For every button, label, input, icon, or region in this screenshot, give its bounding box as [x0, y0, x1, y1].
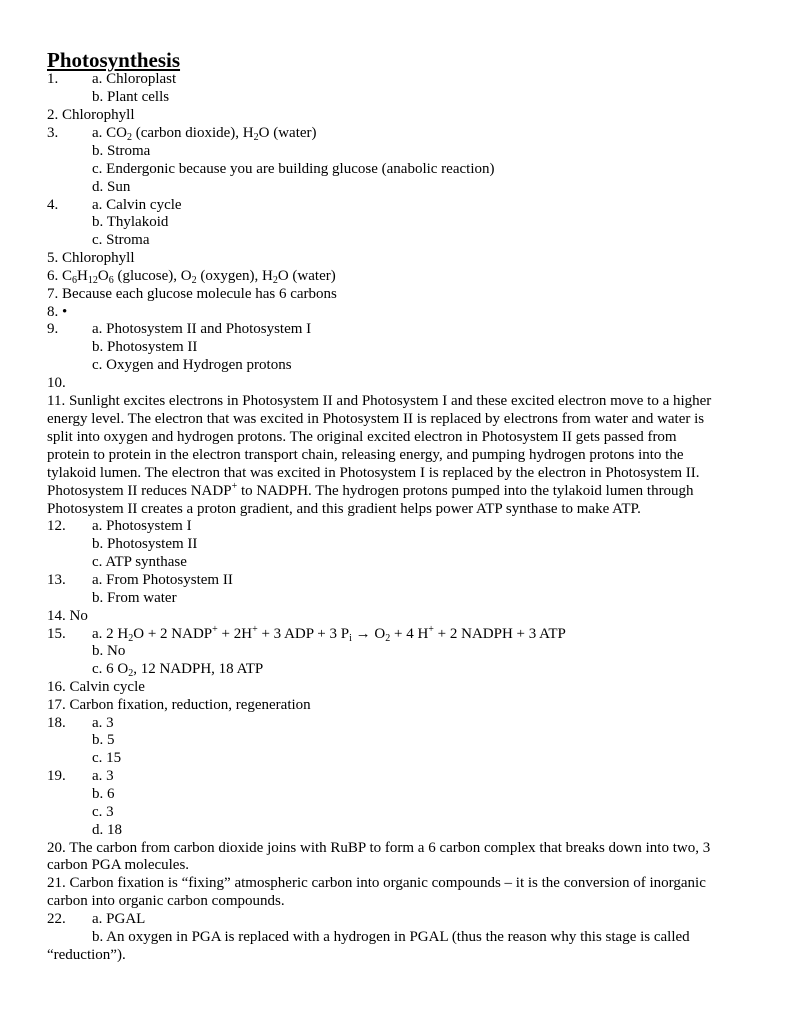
page-title: Photosynthesis: [47, 48, 181, 72]
equation-line: a. 2 $H_2O + 2$ NADP+ + 2H+ + 3 ADP + 3 $P_i \to O_2 + 4$ H+ + 2 NADPH + 3 ATP: [92, 624, 566, 644]
item-number: 13.: [47, 572, 66, 588]
paragraph-line: carbon PGA molecules.: [47, 857, 190, 873]
answer-line: c. Stroma: [92, 232, 150, 248]
item-number: 3.: [47, 125, 59, 141]
item-number: 4.: [47, 197, 59, 213]
item-number: 1.: [47, 71, 59, 87]
answer-line: b. Thylakoid: [92, 214, 169, 230]
answer-line: 6. $C_6H_{12}O_6$ (glucose), $O_2$ (oxygen), $H_2O$ (water): [47, 268, 336, 286]
answer-line: 5. Chlorophyll: [47, 250, 135, 266]
paragraph-line: protein to protein in the electron transport chain, releasing energy, and pumping hydrogen protons into the: [47, 447, 684, 463]
answer-line: b. 6: [92, 786, 115, 802]
paragraph-line: 21. Carbon fixation is “fixing” atmospheric carbon into organic compounds – it is the conversion of inorganic: [47, 875, 706, 891]
paragraph-line: Photosystem II creates a proton gradient, and this gradient helps power ATP synthase to make ATP.: [47, 501, 641, 517]
arrow-icon: →: [351, 626, 375, 642]
answer-line: 16. Calvin cycle: [47, 679, 145, 695]
answer-line: b. No: [92, 643, 126, 659]
answer-line: 14. No: [47, 608, 88, 624]
paragraph-line: tylakoid lumen. The electron that was excited in Photosystem I is replaced by the electron in Photosystem II.: [47, 465, 700, 481]
answer-line: c. 15: [92, 750, 122, 766]
answer-line: 2. Chlorophyll: [47, 107, 135, 123]
answer-line: 10.: [47, 375, 66, 391]
answer-line: a. Calvin cycle: [92, 197, 182, 213]
paragraph-line: Photosystem II reduces NADP+ to NADPH. The hydrogen protons pumped into the tylakoid lumen through: [47, 481, 694, 499]
answer-line: b. An oxygen in PGA is replaced with a hydrogen in PGAL (thus the reason why this stage is called: [92, 929, 690, 945]
paragraph-line: split into oxygen and hydrogen protons. The original excited electron in Photosystem II gets passed from: [47, 429, 677, 445]
answer-line: c. 6 $O_2$, 12 NADPH, 18 ATP: [92, 661, 264, 679]
answer-line: b. 5: [92, 732, 115, 748]
answer-line: 17. Carbon fixation, reduction, regeneration: [47, 697, 311, 713]
answer-line: b. Photosystem II: [92, 339, 198, 355]
item-number: 9.: [47, 321, 59, 337]
paragraph-line: 20. The carbon from carbon dioxide joins with RuBP to form a 6 carbon complex that breaks down into two, 3: [47, 840, 711, 856]
answer-line: a. Chloroplast: [92, 71, 177, 87]
paragraph-line: “reduction”).: [47, 947, 126, 963]
answer-line: a. PGAL: [92, 911, 146, 927]
answer-line: b. From water: [92, 590, 177, 606]
item-number: 19.: [47, 768, 66, 784]
answer-line: a. Photosystem II and Photosystem I: [92, 321, 312, 337]
answer-line: 7. Because each glucose molecule has 6 carbons: [47, 286, 337, 302]
paragraph-line: 11. Sunlight excites electrons in Photosystem II and Photosystem I and these excited electron move to a higher: [47, 393, 712, 409]
answer-line: d. Sun: [92, 179, 131, 195]
answer-line: a. 3: [92, 715, 114, 731]
paragraph-line: carbon into organic carbon compounds.: [47, 893, 285, 909]
answer-line: a. $CO_2$ (carbon dioxide), $H_2O$ (water): [92, 125, 317, 143]
answer-line: a. From Photosystem II: [92, 572, 233, 588]
item-number: 22.: [47, 911, 66, 927]
answer-line: b. Stroma: [92, 143, 151, 159]
answer-line: c. 3: [92, 804, 114, 820]
item-number: 12.: [47, 518, 66, 534]
item-number: 18.: [47, 715, 66, 731]
answer-line: c. Oxygen and Hydrogen protons: [92, 357, 292, 373]
answer-line: 8. •: [47, 304, 68, 320]
answer-line: b. Plant cells: [92, 89, 170, 105]
answer-line: a. 3: [92, 768, 114, 784]
answer-line: a. Photosystem I: [92, 518, 192, 534]
paragraph-line: energy level. The electron that was excited in Photosystem II is replaced by electrons from water and water is: [47, 411, 705, 427]
answer-line: c. Endergonic because you are building glucose (anabolic reaction): [92, 161, 495, 177]
item-number: 15.: [47, 626, 66, 642]
answer-line: b. Photosystem II: [92, 536, 198, 552]
answer-line: c. ATP synthase: [92, 554, 187, 570]
answer-line: d. 18: [92, 822, 122, 838]
